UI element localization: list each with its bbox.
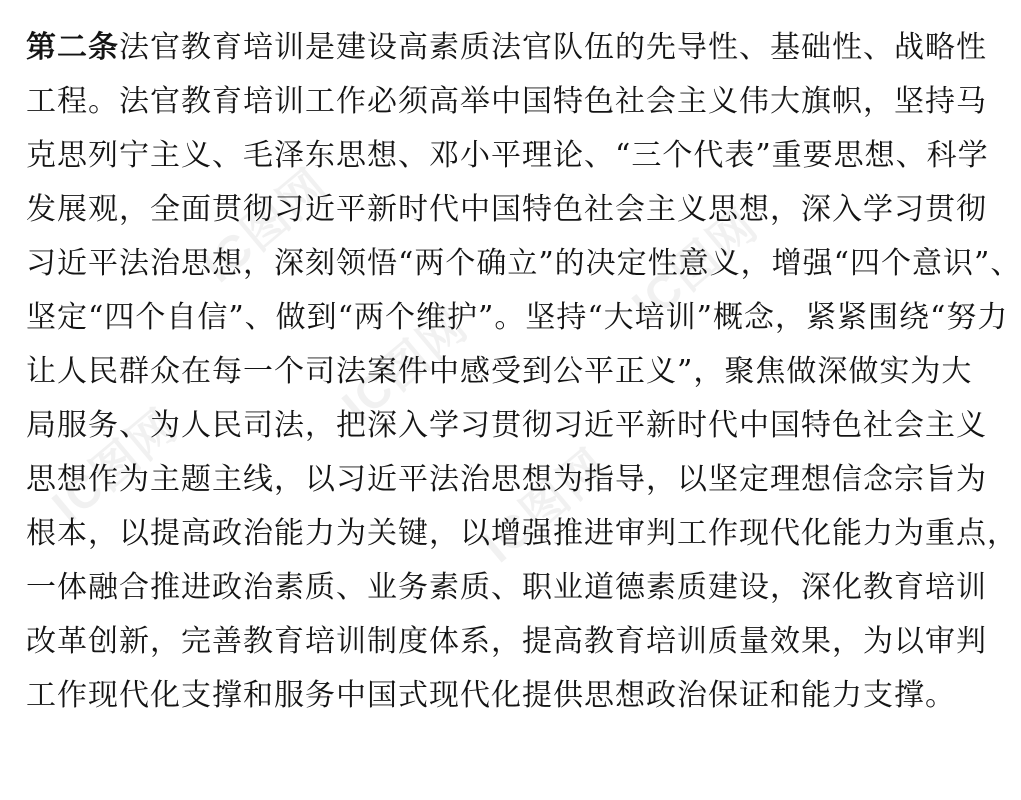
paragraph-line xyxy=(26,28,987,68)
paragraph-line: 一体融合推进政治素质、业务素质、职业道德素质建设，深化教育培训 xyxy=(26,570,987,605)
paragraph-line: 克思列宁主义、毛泽东思想、邓小平理论、“三个代表”重要思想、科学 xyxy=(26,138,989,173)
paragraph-line: 让人民群众在每一个司法案件中感受到公平正义”，聚焦做深做实为大 xyxy=(26,354,973,389)
paragraph-line: 局服务、为人民司法，把深入学习贯彻习近平新时代中国特色社会主义 xyxy=(26,408,987,443)
article-label: 第二条 xyxy=(26,30,119,65)
watermark: IC图网 xyxy=(42,398,188,533)
paragraph-line: 坚定“四个自信”、做到“两个维护”。坚持“大培训”概念，紧紧围绕“努力 xyxy=(26,300,1009,335)
paragraph-line: 工作现代化支撑和服务中国式现代化提供思想政治保证和能力支撑。 xyxy=(26,678,956,713)
watermark: IC图网 xyxy=(622,198,768,333)
paragraph-line: 发展观，全面贯彻习近平新时代中国特色社会主义思想，深入学习贯彻 xyxy=(26,192,987,227)
watermark: IC图网 xyxy=(472,438,618,573)
paragraph-line: 习近平法治思想，深刻领悟“两个确立”的决定性意义，增强“四个意识”、 xyxy=(26,246,1021,281)
paragraph-line: 根本，以提高政治能力为关键，以增强推进审判工作现代化能力为重点， xyxy=(26,516,1018,551)
paragraph-line: 改革创新，完善教育培训制度体系，提高教育培训质量效果，为以审判 xyxy=(26,624,987,659)
watermark: IC图网 xyxy=(332,298,478,433)
line-text: 法官教育培训是建设高素质法官队伍的先导性、基础性、战略性 xyxy=(119,30,987,65)
paragraph-line: 工程。法官教育培训工作必须高举中国特色社会主义伟大旗帜，坚持马 xyxy=(26,84,987,119)
paragraph-line: 思想作为主题主线，以习近平法治思想为指导，以坚定理想信念宗旨为 xyxy=(26,462,987,497)
watermark: IC图网 xyxy=(192,158,338,293)
